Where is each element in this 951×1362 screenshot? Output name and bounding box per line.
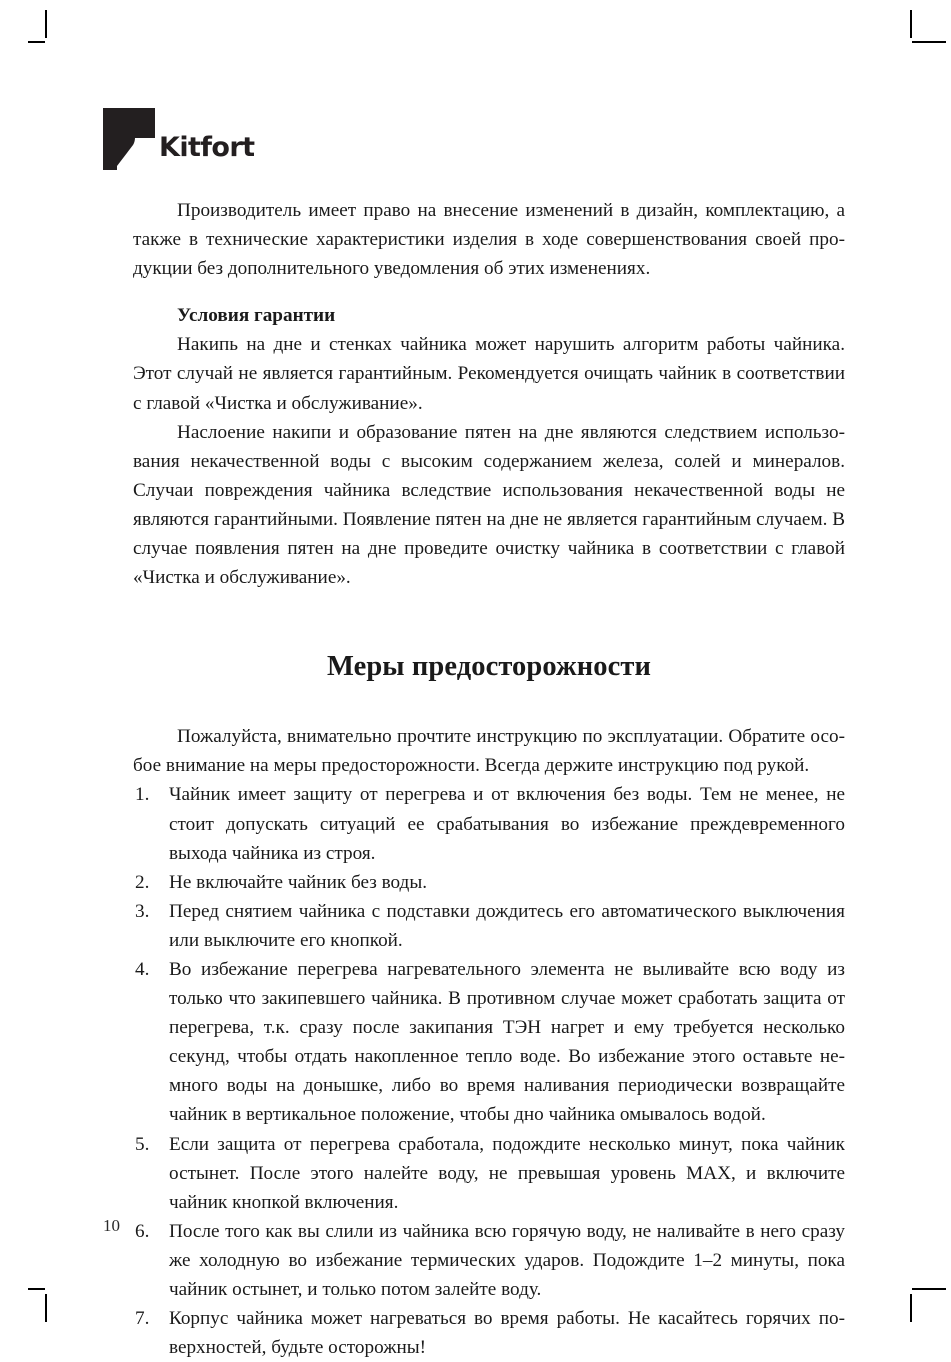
page-title: Меры предосторожности [326,651,652,683]
warranty-heading: Условия гарантии [177,305,336,327]
crop-mark-top-left-horizontal [28,41,45,43]
list-item-text: Корпус чайника может нагреваться во время работы. Не касайтесь горячих поверхностей, будьте осторожны! [169,1308,845,1359]
list-item-number: 7. [135,1308,150,1330]
list-item-text: Чайник имеет защиту от перегрева и от включения без воды. Тем не менее, не стоит допускать ситуаций ее срабатывания во избежание преждевременного выхода чайника из строя. [169,784,845,864]
brand-logo [103,108,363,170]
precautions-intro-paragraph: Пожалуйста, внимательно прочтите инструкцию по эксплуатации. Обратите особое внимание на меры предосторожности. Всегда держите инструкцию под рукой. [133,726,845,777]
list-item-number: 5. [135,1133,150,1155]
list-item-number: 3. [135,900,150,922]
brand-wordmark: Kitfort [159,132,255,163]
crop-mark-top-left-vertical [45,10,47,38]
crop-mark-bottom-right-horizontal [912,1288,946,1290]
list-item-text: Если защита от перегрева сработала, подождите несколько минут, пока чайник остынет. После этого налейте воду, не превышая уровень MAX, и включите чайник кнопкой включения. [169,1133,845,1213]
list-item-number: 1. [135,784,150,806]
list-item [133,1130,845,1217]
list-item-text: После того как вы слили из чайника всю горячую воду, не наливайте в него сразу же холодную во избежание термических ударов. Подождите 1–2 минуты, пока чайник остынет, и только потом залейте воду. [169,1220,845,1300]
list-item-text: Во избежание перегрева нагревательного элемента не выливайте всю воду из только что закипевшего чайника. В противном случае может сработать защита от перегрева, т.к. сразу после закипания ТЭН нагрет и ему требуется несколько секунд, чтобы отдать накопленное тепло воде. Во избежание этого оставьте немного воды на донышке, либо во время наливания периодически возвращайте чайник в вертикальное положение, чтобы дно чайника омывалось водой. [169,958,845,1126]
text-column [133,196,845,1362]
list-item-text: Перед снятием чайника с подставки дождитесь его автоматического выключения или выключите его кнопкой. [169,900,845,951]
list-item-number: 6. [135,1220,150,1242]
spacer-after-section-title [133,684,845,722]
warranty-paragraph-2: Наслоение накипи и образование пятен на дне являются следствием использования некачественной воды с высоким содержанием железа, солей и минералов. Случаи повреждения чайника вследствие использования некачественной воды не являются гарантийными. Появление пятен на дне не является гарантийным случаем. В случае появления пятен на дне проведите очистку чайника в соответствии с главой «Чистка и обслуживание». [133,421,845,589]
intro-paragraph: Производитель имеет право на внесение изменений в дизайн, комплектацию, а также в технические характеристики изделия в ходе совершенствования своей продукции без дополнительного уведомления об этих изменениях. [133,200,845,280]
list-item [133,1304,845,1362]
list-item-text: Не включайте чайник без воды. [169,871,428,893]
crop-mark-top-right-horizontal [912,41,946,43]
kitfort-shield-logo-icon [103,108,155,170]
page-number: 10 [103,1216,120,1235]
list-item [133,955,845,1130]
precautions-list [133,780,845,1362]
list-item-number: 2. [135,871,150,893]
crop-mark-bottom-left-vertical [45,1294,47,1322]
crop-mark-top-right-vertical [910,10,912,38]
list-item [133,780,845,867]
list-item-number: 4. [135,958,150,980]
crop-mark-bottom-left-horizontal [28,1288,45,1290]
warranty-paragraph-1: Накипь на дне и стенках чайника может нарушить алгоритм работы чайника. Этот случай не является гарантийным. Рекомендуется очищать чайник в соответствии с главой «Чистка и обслуживание». [133,334,845,414]
list-item [133,868,845,897]
spacer-before-section-title [133,592,845,650]
list-item [133,1217,845,1304]
list-item [133,897,845,955]
crop-mark-bottom-right-vertical [910,1294,912,1322]
